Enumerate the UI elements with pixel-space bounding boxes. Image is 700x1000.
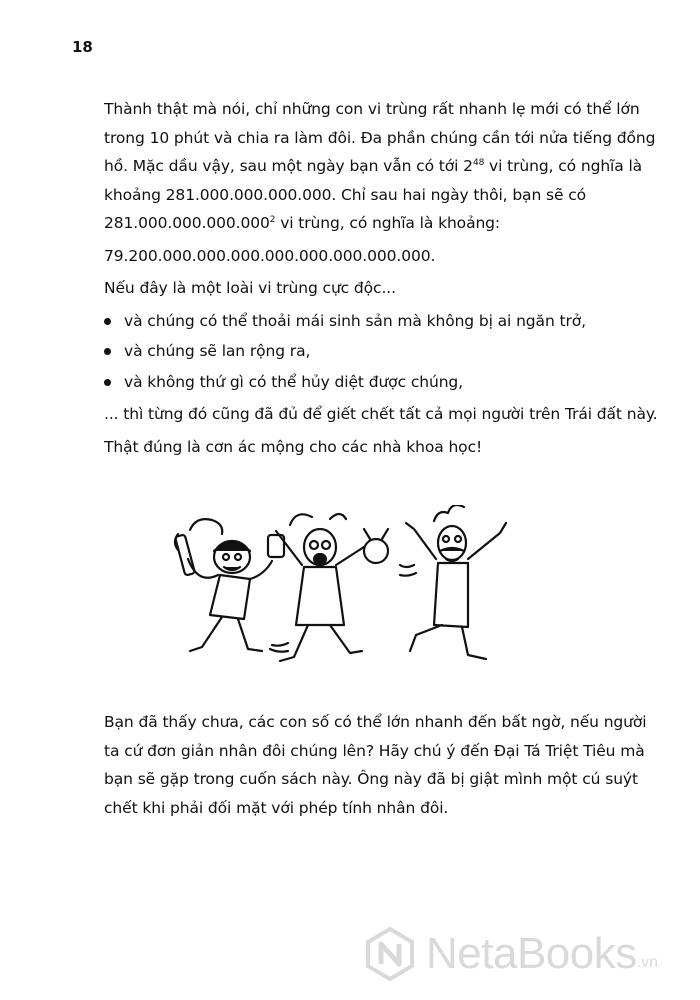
bullet-list (104, 307, 664, 397)
scientist-middle (270, 514, 388, 661)
paragraph-1 (104, 95, 664, 238)
list-item (104, 337, 664, 366)
list-item (104, 368, 664, 397)
paragraph-1-part-b: vi trùng, có nghĩa là khoảng 281.000.000.000.000. Chỉ sau hai ngày thôi, bạn sẽ có 281.000.000.000.000 (104, 157, 643, 232)
exponent-48: 48 (472, 157, 485, 168)
exclaim-line: Thật đúng là cơn ác mộng cho các nhà khoa học! (104, 437, 483, 456)
long-number: 79.200.000.000.000.000.000.000.000.000. (104, 246, 436, 265)
watermark-suffix: .vn (636, 954, 659, 971)
list-item (104, 307, 664, 336)
paragraph-2-block (104, 708, 664, 822)
paragraph-1-part-c: vi trùng, có nghĩa là khoảng: (275, 214, 501, 232)
bullet-icon (104, 379, 111, 386)
scientists-cartoon-illustration (170, 505, 530, 670)
list-item-text: và chúng sẽ lan rộng ra, (124, 342, 311, 360)
page-number: 18 (72, 38, 93, 56)
watermark-brand: NetaBooks (426, 929, 637, 978)
main-text (104, 95, 664, 461)
exponent-2: 2 (269, 214, 276, 225)
conclusion-line: ... thì từng đó cũng đã đủ để giết chết tất cả mọi người trên Trái đất này. (104, 405, 658, 423)
netabooks-logo-icon (362, 926, 418, 982)
scientist-right (400, 505, 506, 659)
paragraph-1-part-a: Thành thật mà nói, chỉ những con vi trùng rất nhanh lẹ mới có thể lớn trong 10 phút và chia ra làm đôi. Đa phần chúng cần tới nửa tiếng đồng hồ. Mặc dầu vậy, sau một ngày bạn vẫn có tới 2 (104, 100, 656, 175)
list-item-text: và chúng có thể thoải mái sinh sản mà không bị ai ngăn trở, (124, 311, 586, 330)
list-item-text: và không thứ gì có thể hủy diệt được chúng, (124, 372, 463, 391)
paragraph-2: Bạn đã thấy chưa, các con số có thể lớn nhanh đến bất ngờ, nếu người ta cứ đơn giản nhân đôi chúng lên? Hãy chú ý đến Đại Tá Triệt Tiêu mà bạn sẽ gặp trong cuốn sách này. Ông này đã bị giật mình một cú suýt chết khi phải đối mặt với phép tính nhân đôi. (104, 713, 647, 817)
bullet-icon (104, 348, 111, 355)
bullet-icon (104, 318, 111, 325)
intro-line: Nếu đây là một loài vi trùng cực độc... (104, 279, 396, 297)
netabooks-watermark (362, 922, 692, 986)
scientist-left (175, 519, 284, 651)
